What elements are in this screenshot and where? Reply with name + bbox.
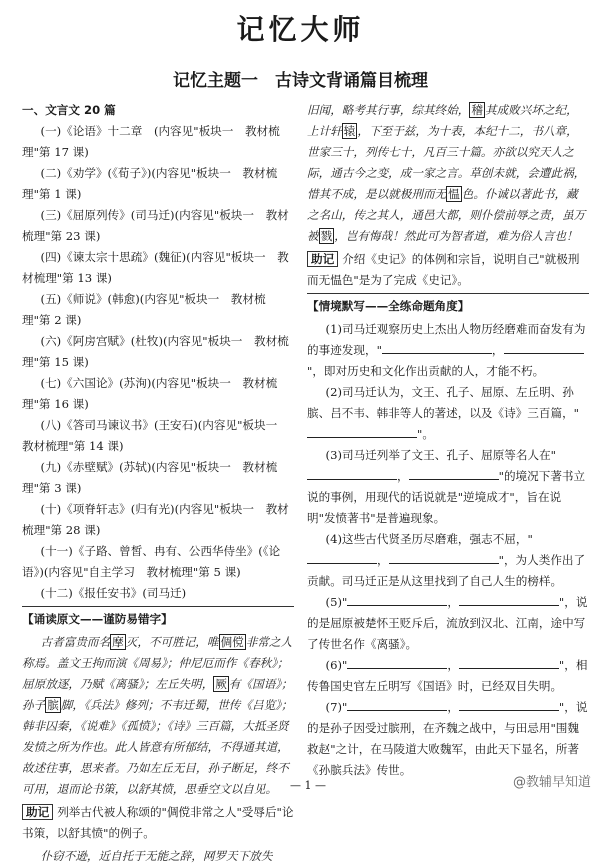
note-label: 助记 <box>307 251 338 267</box>
page-title: 记忆大师 <box>236 13 365 46</box>
note-label: 助记 <box>22 804 53 820</box>
list-item: (十二)《报任安书》(司马迁) <box>40 586 187 600</box>
page-subtitle: 记忆主题一 古诗文背诵篇目梳理 <box>173 71 428 91</box>
boxed-char: 膑 <box>47 698 59 712</box>
list-item: (十一)《子路、曾皙、冉有、公西华侍坐》(《论语》)(内容见"自主学习 教材梳理"第 5 课) <box>22 544 281 579</box>
list-item: (二)《劝学》(《荀子》)(内容见"板块一 教材梳理"第 1 课) <box>22 166 278 201</box>
list-item: (八)《答司马谏议书》(王安石)(内容见"板块一 教材梳理"第 14 课) <box>22 418 289 453</box>
list-item: (四)《谏太宗十思疏》(魏征)(内容见"板块一 教材梳理"第 13 课) <box>22 250 289 285</box>
left-column <box>22 100 294 867</box>
watermark: @教辅早知道 <box>512 775 591 790</box>
list-item: (三)《屈原列传》(司马迁)(内容见"板块一 教材梳理"第 23 课) <box>22 208 289 243</box>
dictation-question: (3)司马迁列举了文王、孔子、屈原等名人在"， "的境况下著书立说的事例，用现代的话说就是"逆境成才"，旨在说明"发愤著书"是普遍现象。 <box>307 448 586 525</box>
boxed-char: 厥 <box>215 677 227 691</box>
dictation-question: (1)司马迁观察历史上杰出人物历经磨难而奋发有为的事迹发现，" ，"，即对历史和文化作出贡献的人，才能不朽。 <box>307 322 586 378</box>
section-heading: 一、文言文 20 篇 <box>22 103 116 117</box>
dictation-question: (6)" ， "，相传鲁国史官左丘明写《国语》时，已经双目失明。 <box>307 658 588 693</box>
original-text: 仆窃不逊，近自托于无能之辞，网罗天下放失 <box>40 849 273 863</box>
list-item: (一)《论语》十二章 (内容见"板块一 教材梳理"第 17 课) <box>22 124 280 159</box>
dictation-question: (4)这些古代贤圣历尽磨难，强志不屈，"， "，为人类作出了贡献。司马迁正是从这里找到了自己人生的榜样。 <box>307 532 586 588</box>
list-item: (六)《阿房宫赋》(杜牧)(内容见"板块一 教材梳理"第 15 课) <box>22 334 289 369</box>
dictation-question: (7)" ， "，说的是孙子因受过膑刑，在齐魏之战中，与田忌用"围魏救赵"之计，在马陵道大败魏军，由此天下显名，所著《孙膑兵法》传世。 <box>307 700 588 777</box>
mnemonic-note: 助记 列举古代被人称颂的"倜傥非常之人"受辱后"论书策，以舒其愤"的例子。 <box>22 805 294 840</box>
section-label-dictation: 【情境默写——全练命题角度】 <box>307 293 589 317</box>
mnemonic-note: 助记 介绍《史记》的体例和宗旨，说明自己"就极刑而无愠色"是为了完成《史记》。 <box>307 252 580 287</box>
right-column <box>307 100 589 781</box>
list-item: (十)《项脊轩志》(归有光)(内容见"板块一 教材梳理"第 28 课) <box>22 502 289 537</box>
boxed-char: 摩 <box>112 635 124 649</box>
boxed-char: 辕 <box>343 124 356 138</box>
section-label-recite: 【诵读原文——谨防易错字】 <box>22 606 294 630</box>
boxed-char: 戮 <box>320 229 333 243</box>
original-text: 旧闻，略考其行事，综其终始， 稽 其成败兴坏之纪，上计轩 辕 ，下至于兹，为十表，本纪十二，书八章，世家三十，列传七十，凡百三十篇。亦欲以究天人之际，通古今之变，成一家之言。草创未就，会遭此祸，惜其不成，是以就极刑而无 愠 色。仆诚以著此书，藏之名山，传之其人，通邑大都，则仆偿前辱之责，虽万被 戮 ，岂有悔哉！然此可为智者道，难为俗人言也！ <box>307 103 586 243</box>
original-text: 古者富贵而名 摩 灭，不可胜记，唯 倜傥 非常之人称焉。盖文王拘而演《周易》；仲尼厄而作《春秋》；屈原放逐，乃赋《离骚》；左丘失明， 厥 有《国语》；孙子 膑 脚，《兵法》修列；不韦迁蜀，世传《吕览》；韩非囚秦，《说难》《孤愤》；《诗》三百篇，大抵圣贤发愤之所为作也。此人皆意有所郁结，不得通其道，故述往事，思来者。乃如左丘无目，孙子断足，终不可用，退而论书策，以舒其愤，思垂空文以自见。 <box>22 635 293 796</box>
list-item: (九)《赤壁赋》(苏轼)(内容见"板块一 教材梳理"第 3 课) <box>22 460 278 495</box>
list-item: (七)《六国论》(苏洵)(内容见"板块一 教材梳理"第 16 课) <box>22 376 278 411</box>
dictation-question: (5)" ， "，说的是屈原被楚怀王贬斥后，流放到汉北、江南，途中写了传世名作《离骚》。 <box>307 595 588 651</box>
boxed-char: 稽 <box>471 103 483 117</box>
boxed-char: 愠 <box>448 187 460 201</box>
dictation-question: (2)司马迁认为，文王、孔子、屈原、左丘明、孙膑、吕不韦、韩非等人的著述，以及《诗》三百篇，""。 <box>307 385 579 441</box>
page-number: — 1 — <box>290 779 326 792</box>
list-item: (五)《师说》(韩愈)(内容见"板块一 教材梳理"第 2 课) <box>22 292 266 327</box>
boxed-char: 倜傥 <box>220 635 244 649</box>
